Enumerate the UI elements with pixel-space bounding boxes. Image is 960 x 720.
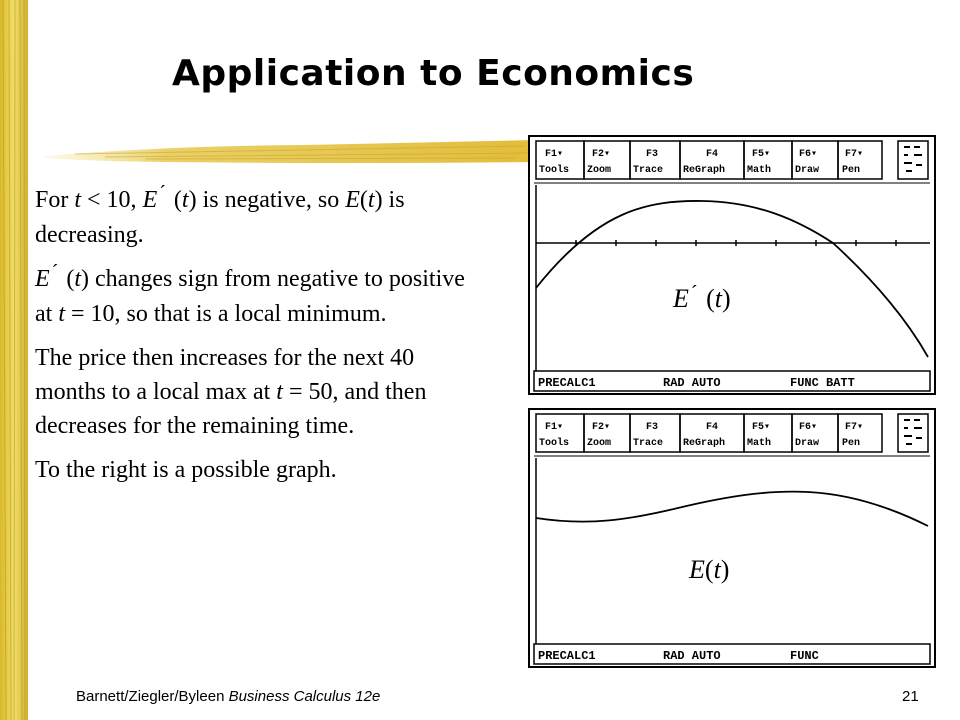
menu-key-f4: F4 [706, 149, 719, 160]
menu-label-pen: Pen [842, 165, 861, 176]
menu-label-regraph: ReGraph [683, 438, 726, 449]
accent-bar [0, 0, 28, 720]
paragraph-local-minimum: E ´ (t) changes sign from negative to positive at t = 10, so that is a local minimum. [35, 261, 465, 327]
menu-label-zoom: Zoom [587, 165, 612, 176]
menu-key-f2: F2▾ [592, 422, 611, 433]
graph-label-derivative: E ´ (t) [673, 282, 731, 313]
status-mode: PRECALC1 [538, 376, 596, 390]
menu-label-tools: Tools [539, 438, 570, 449]
menu-label-zoom: Zoom [587, 438, 612, 449]
menu-key-f3: F3 [646, 422, 659, 433]
menu-label-trace: Trace [633, 165, 664, 176]
menu-key-f7: F7▾ [845, 422, 864, 433]
paragraph-decreasing: For t < 10, E ´ (t) is negative, so E(t) is decreasing. [35, 182, 405, 248]
status-func: FUNC BATT [790, 376, 855, 390]
menu-label-math: Math [747, 438, 772, 449]
status-angle: RAD AUTO [663, 376, 721, 390]
status-func: FUNC [790, 649, 819, 663]
menu-label-draw: Draw [795, 438, 820, 449]
menu-key-f5: F5▾ [752, 422, 771, 433]
paragraph-local-max: The price then increases for the next 40 months to a local max at t = 50, and then decreases for the remaining time. [35, 345, 427, 439]
brush-stroke [45, 138, 535, 168]
status-angle: RAD AUTO [663, 649, 721, 663]
paragraph-graph-note: To the right is a possible graph. [35, 457, 337, 483]
menu-key-f7: F7▾ [845, 149, 864, 160]
menu-label-regraph: ReGraph [683, 165, 726, 176]
menu-label-trace: Trace [633, 438, 664, 449]
menu-label-math: Math [747, 165, 772, 176]
status-mode: PRECALC1 [538, 649, 596, 663]
menu-label-tools: Tools [539, 165, 570, 176]
footer-citation: Barnett/Ziegler/Byleen Business Calculus 12e [76, 688, 381, 705]
page-number: 21 [902, 688, 919, 705]
menu-key-f5: F5▾ [752, 149, 771, 160]
calculator-screen-derivative [528, 135, 936, 395]
menu-key-f1: F1▾ [545, 149, 564, 160]
body-text [35, 183, 475, 497]
menu-key-f6: F6▾ [799, 422, 818, 433]
menu-key-f4: F4 [706, 422, 719, 433]
menu-key-f2: F2▾ [592, 149, 611, 160]
slide-title: Application to Economics [172, 53, 695, 94]
menu-label-draw: Draw [795, 165, 820, 176]
calculator-screen-function [528, 408, 936, 668]
menu-key-f1: F1▾ [545, 422, 564, 433]
menu-key-f3: F3 [646, 149, 659, 160]
menu-label-pen: Pen [842, 438, 861, 449]
graph-label-function: E(t) [689, 555, 730, 584]
menu-key-f6: F6▾ [799, 149, 818, 160]
